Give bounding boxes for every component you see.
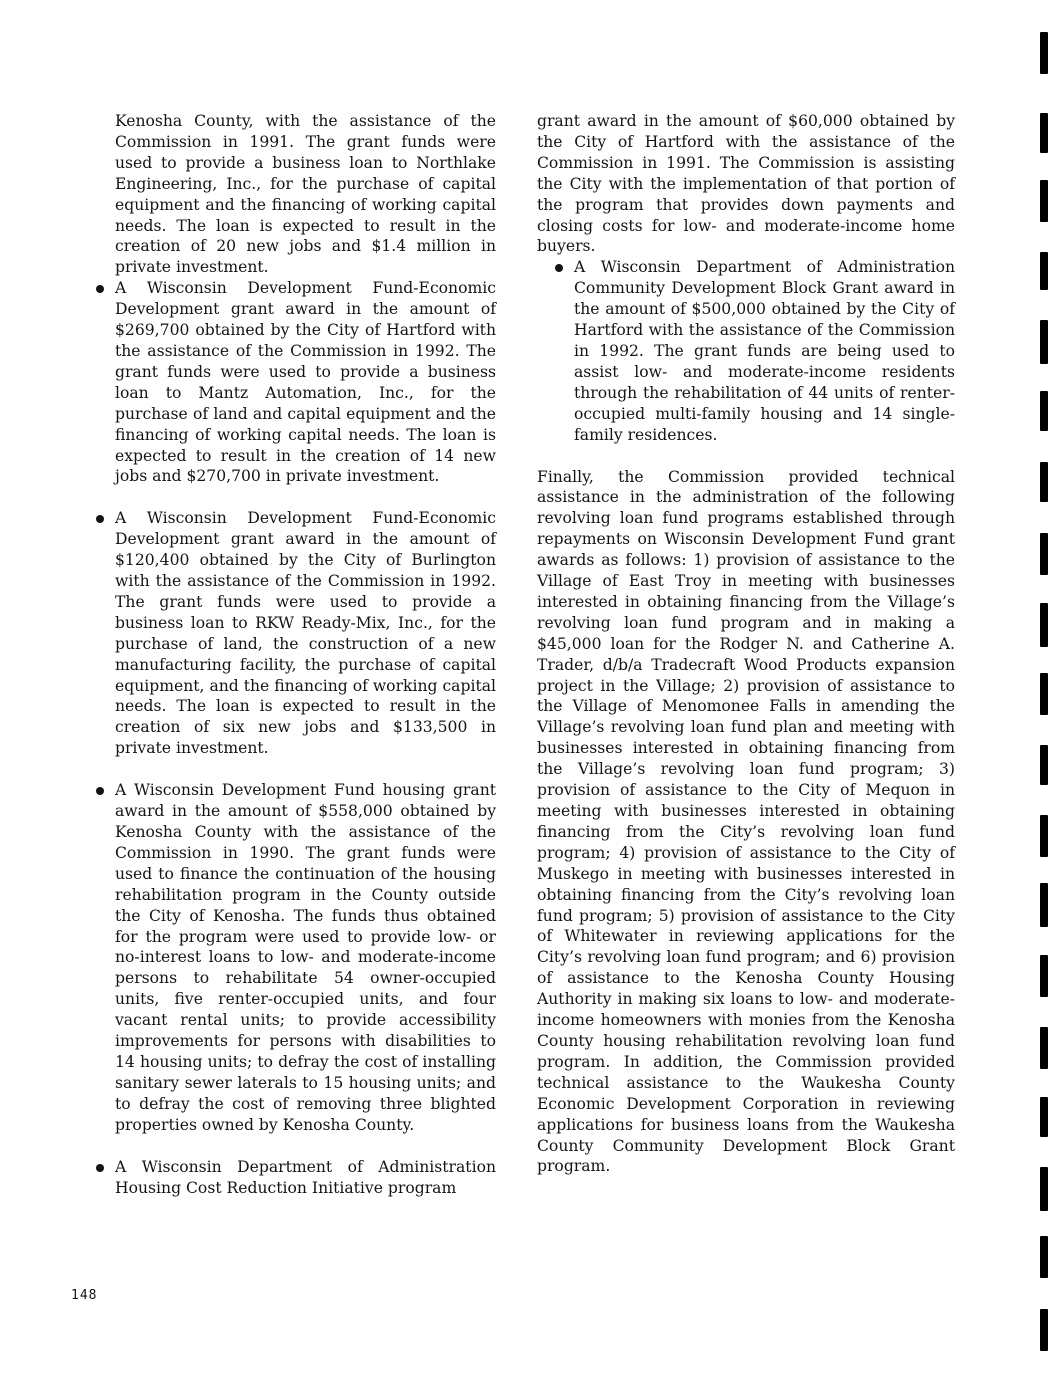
right-continuation-paragraph: grant award in the amount of $60,000 obtained by the City of Hartford with the assistance of the Commission in 1991. The Commission is assisting the City with the implementation of that portion of the program that provides down payments and closing costs for low- and moderate-income home buyers.: [537, 112, 955, 256]
edge-mark: [1040, 1027, 1048, 1069]
bullet-item: [115, 780, 496, 1135]
edge-mark: [1040, 180, 1048, 222]
edge-mark: [1040, 1097, 1048, 1137]
bullet-text: A Wisconsin Department of Administration Housing Cost Reduction Initiative program: [115, 1157, 496, 1197]
bullet-item: [115, 508, 496, 759]
edge-mark: [1040, 883, 1048, 927]
edge-mark: [1040, 815, 1048, 857]
bullet-icon: [96, 787, 104, 795]
bullet-text: A Wisconsin Development Fund-Economic Development grant award in the amount of $269,700 obtained by the City of Hartford with the assistance of the Commission in 1992. The grant funds were used to provide a business loan to Mantz Automation, Inc., for the purchase of land and capital equipment and the financing of working capital needs. The loan is expected to result in the creation of 14 new jobs and $270,700 in private investment.: [115, 279, 496, 486]
edge-mark: [1040, 1236, 1048, 1278]
edge-mark: [1040, 252, 1048, 290]
bullet-item: [574, 257, 955, 445]
bullet-icon: [96, 285, 104, 293]
edge-mark: [1040, 391, 1048, 431]
edge-mark: [1040, 533, 1048, 575]
edge-mark: [1040, 1309, 1048, 1351]
edge-mark: [1040, 673, 1048, 715]
edge-mark: [1040, 955, 1048, 997]
bullet-icon: [555, 264, 563, 272]
bullet-text: A Wisconsin Development Fund-Economic Development grant award in the amount of $120,400 obtained by the City of Burlington with the assistance of the Commission in 1992. The grant funds were used to provide a business loan to RKW Ready-Mix, Inc., for the purchase of land, the construction of a new manufacturing facility, the purchase of capital equipment, and the financing of working capital needs. The loan is expected to result in the creation of six new jobs and $133,500 in private investment.: [115, 509, 496, 758]
edge-mark: [1040, 32, 1048, 74]
bullet-text: A Wisconsin Department of Administration Community Development Block Grant award in the amount of $500,000 obtained by the City of Hartford with the assistance of the Commission in 1992. The grant funds are being used to assist low- and moderate-income residents through the rehabilitation of 44 units of renter-occupied multi-family housing and 14 single-family residences.: [574, 258, 955, 444]
bullet-icon: [96, 515, 104, 523]
edge-mark: [1040, 1167, 1048, 1211]
edge-mark: [1040, 745, 1048, 785]
page-number: 148: [71, 1288, 98, 1303]
technical-assistance-paragraph: Finally, the Commission provided technical assistance in the administration of the following revolving loan fund programs established through repayments on Wisconsin Development Fund grant awards as follows: 1) provision of assistance to the Village of East Troy in meeting with businesses interested in obtaining financing from the Village’s revolving loan fund program and in making a $45,000 loan for the Rodger N. and Catherine A. Trader, d/b/a Tradecraft Wood Products expansion project in the Village; 2) provision of assistance to the Village of Menomonee Falls in amending the Village’s revolving loan fund plan and meeting with businesses interested in obtaining financing from the Village’s revolving loan fund program; 3) provision of assistance to the City of Mequon in meeting with businesses interested in obtaining financing from the City’s revolving loan fund program; 4) provision of assistance to the City of Muskego in meeting with businesses interested in obtaining financing from the City’s revolving loan fund program; 5) provision of assistance to the City of Whitewater in reviewing applications for the City’s revolving loan fund program; and 6) provision of assistance to the Kenosha County Housing Authority in making six loans to low- and moderate-income homeowners with monies from the Kenosha County housing rehabilitation revolving loan fund program. In addition, the Commission provided technical assistance to the Waukesha County Economic Development Corporation in reviewing applications for business loans from the Waukesha County Community Development Block Grant program.: [537, 467, 955, 1176]
edge-mark: [1040, 462, 1048, 502]
bullet-item: [115, 278, 496, 487]
bullet-icon: [96, 1164, 104, 1172]
right-column: [537, 111, 955, 1177]
bullet-item: [115, 1157, 496, 1199]
edge-mark: [1040, 320, 1048, 364]
left-continuation-paragraph: Kenosha County, with the assistance of the Commission in 1991. The grant funds were used to provide a business loan to Northlake Engineering, Inc., for the purchase of capital equipment and the financing of working capital needs. The loan is expected to result in the creation of 20 new jobs and $1.4 million in private investment.: [115, 112, 496, 277]
edge-mark: [1040, 113, 1048, 153]
scan-edge-marks: [1040, 0, 1052, 1380]
left-column: [115, 111, 496, 1219]
bullet-text: A Wisconsin Development Fund housing grant award in the amount of $558,000 obtained by Kenosha County with the assistance of the Commission in 1990. The grant funds were used to finance the continuation of the housing rehabilitation program in the County outside the City of Kenosha. The funds thus obtained for the program were used to provide low- or no-interest loans to low- and moderate-income persons to rehabilitate 54 owner-occupied units, five renter-occupied units, and four vacant rental units; to provide accessibility improvements for persons with disabilities to 14 housing units; to defray the cost of installing sanitary sewer laterals to 15 housing units; and to defray the cost of removing three blighted properties owned by Kenosha County.: [115, 781, 496, 1134]
edge-mark: [1040, 603, 1048, 647]
